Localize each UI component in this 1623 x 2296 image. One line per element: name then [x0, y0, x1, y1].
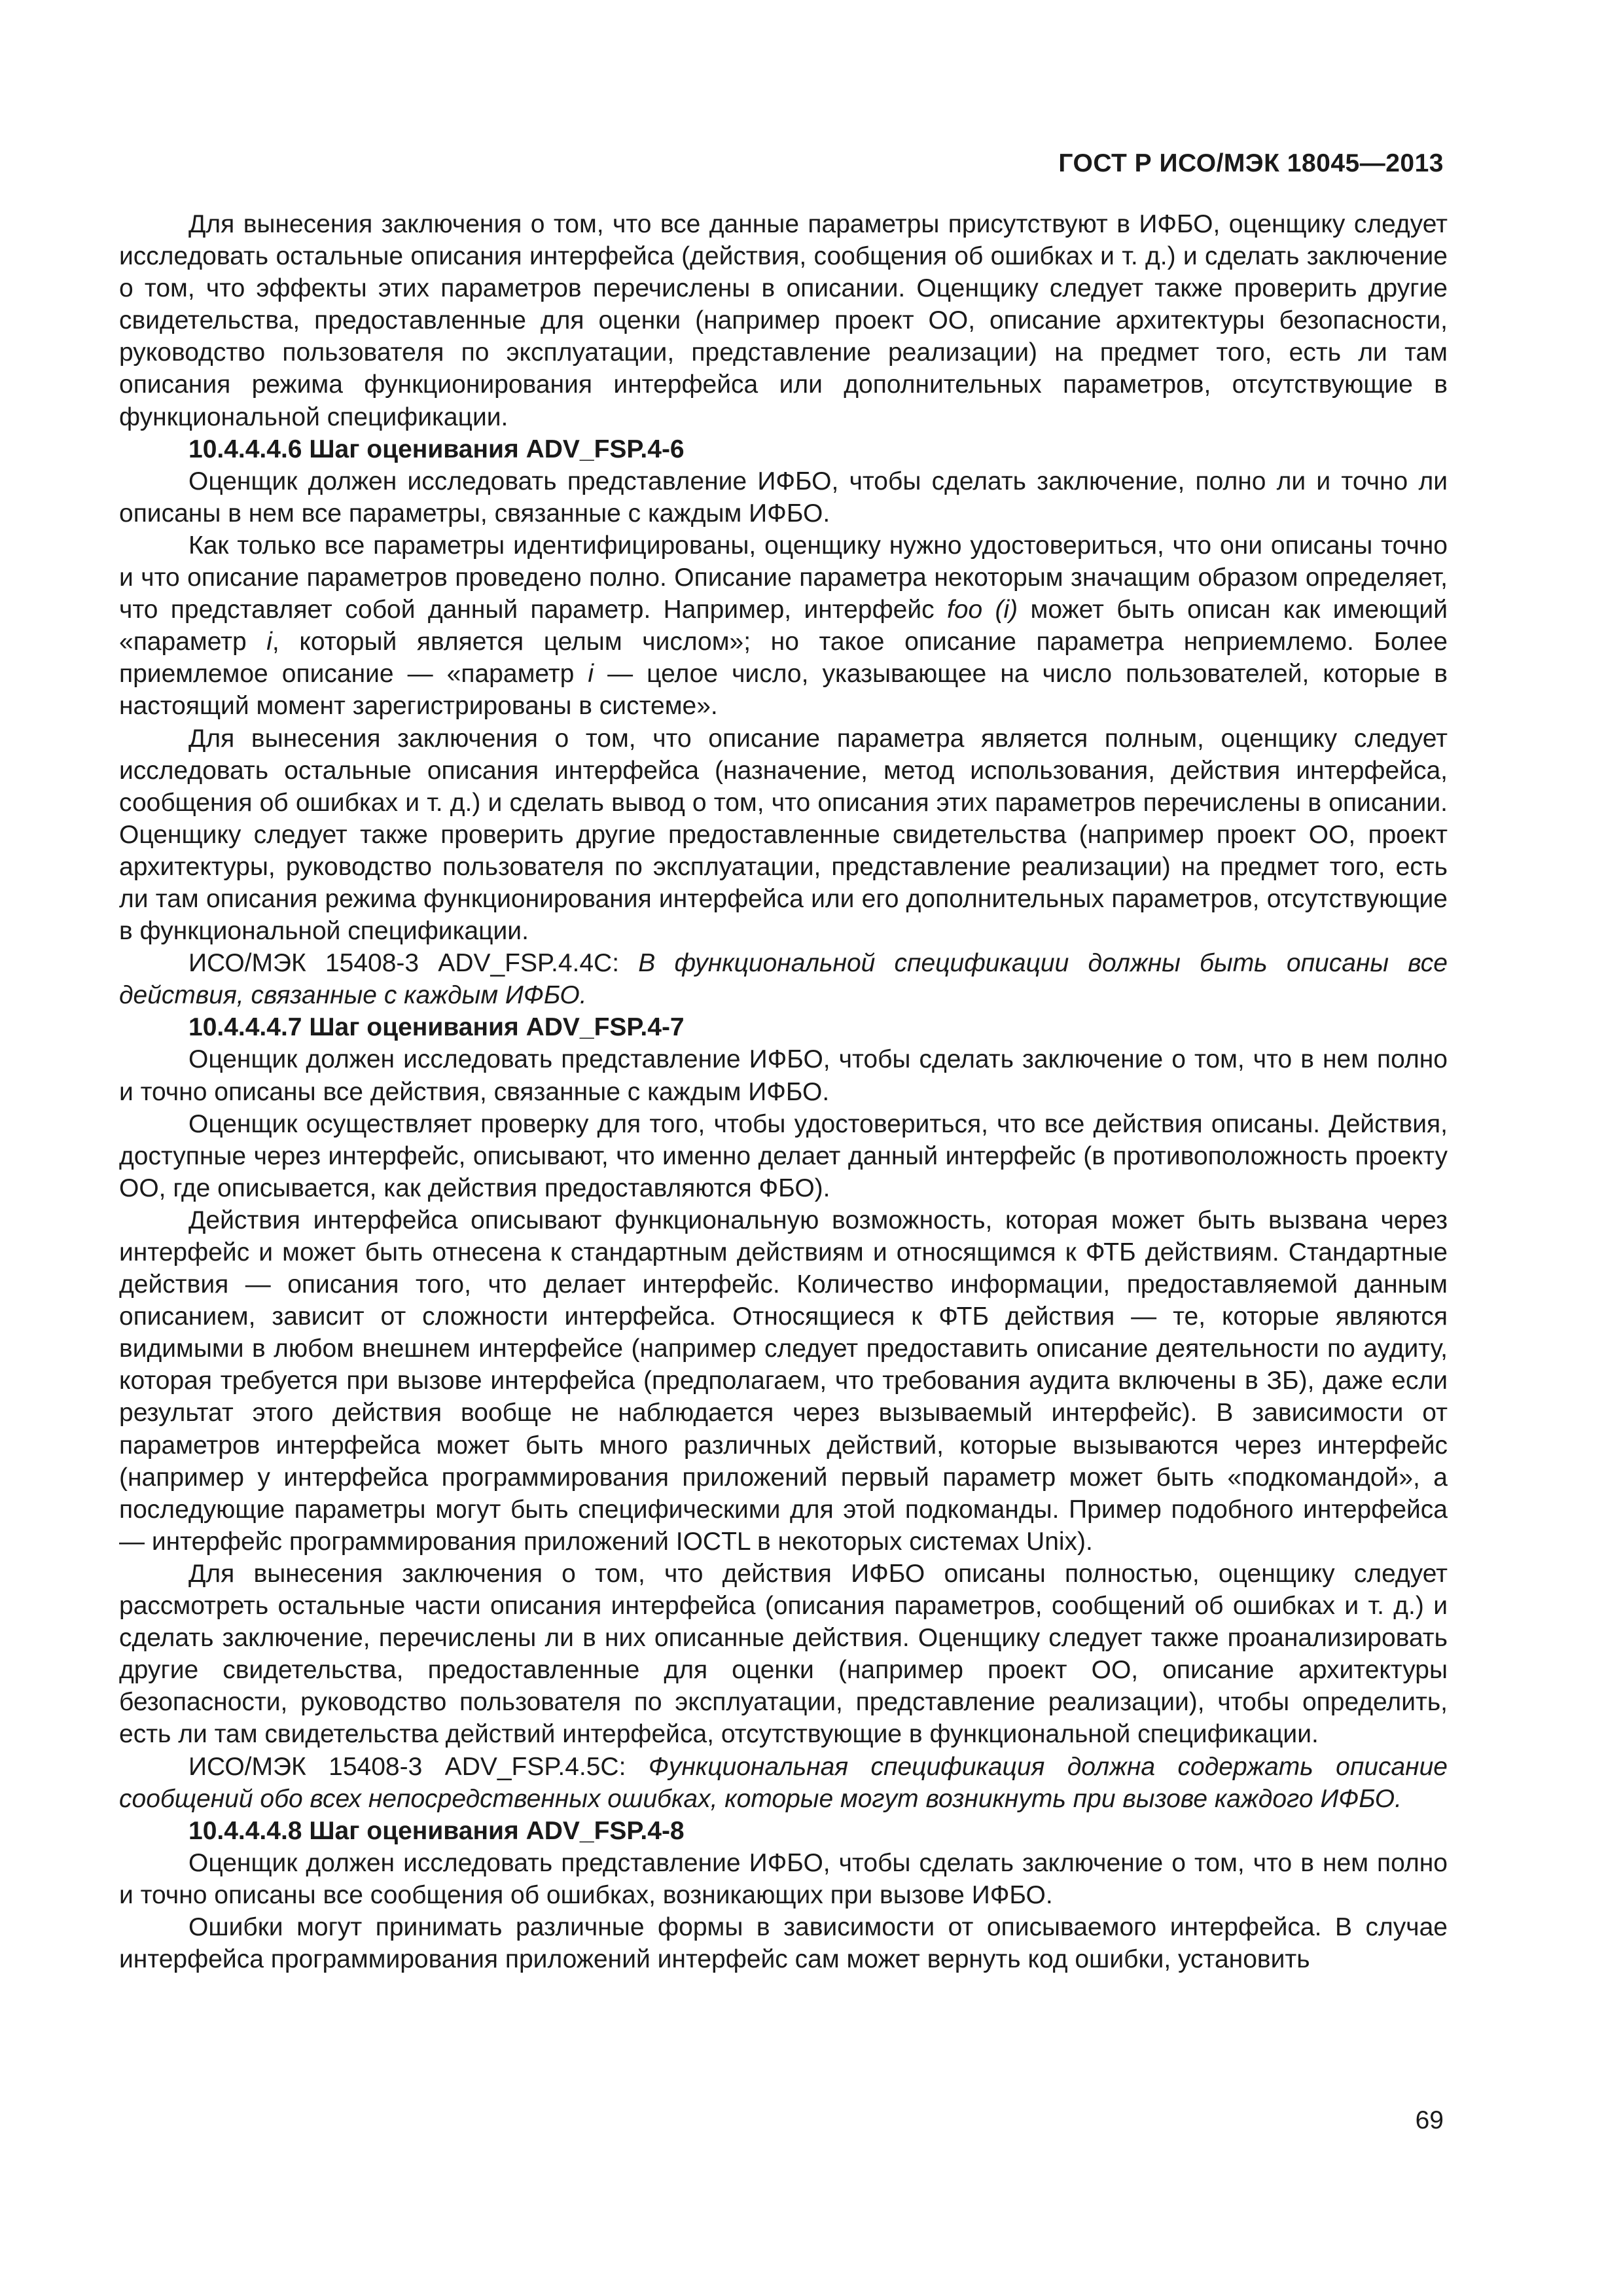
paragraph: Для вынесения заключения о том, что описание параметра является полным, оценщику следует исследовать остальные описания интерфейса (назначение, метод использования, действия интерфейса, сообщения об ошибках и т. д.) и сделать вывод о том, что описания этих параметров перечислены в описании. Оценщику следует также проверить другие предоставленные свидетельства (например проект ОО, проект архитектуры, руководство пользователя по эксплуатации, представление реализации) на предмет того, есть ли там описания режима функционирования интерфейса или его дополнительных параметров, отсутствующие в функциональной спецификации.	[119, 724, 1448, 946]
requirement-reference: ИСО/МЭК 15408-3 ADV_FSP.4.4C:	[188, 949, 639, 978]
section-heading: 10.4.4.4.6 Шаг оценивания ADV_FSP.4-6	[188, 435, 685, 463]
italic-text-run: i	[266, 628, 272, 656]
requirement-text: В функциональной спецификации должны быть описаны все действия, связанные с каждым ИФБО.	[119, 949, 1448, 1010]
paragraph: Для вынесения заключения о том, что все данные параметры присутствуют в ИФБО, оценщику следует исследовать остальные описания интерфейса (действия, сообщения об ошибках и т. д.) и сделать заключение о том, что эффекты этих параметров перечислены в описании. Оценщику следует также проверить другие свидетельства, предоставленные для оценки (например проект ОО, описание архитектуры безопасности, руководство пользователя по эксплуатации, представление реализации) на предмет того, есть ли там описания режима функционирования интерфейса или дополнительных параметров, отсутствующие в функциональной спецификации.	[119, 210, 1448, 431]
italic-text-run: foo (i)	[946, 596, 1018, 624]
document-header: ГОСТ Р ИСО/МЭК 18045—2013	[1058, 149, 1444, 177]
requirement-text: Функциональная спецификация должна содержать описание сообщений обо всех непосредственных ошибках, которые могут возникнуть при вызове каждого ИФБО.	[119, 1752, 1448, 1813]
page-number: 69	[1415, 2106, 1444, 2134]
requirement-paragraph	[119, 1751, 1448, 1815]
paragraph: Оценщик осуществляет проверку для того, чтобы удостовериться, что все действия описаны. Действия, доступные через интерфейс, описывают, что именно делает данный интерфейс (в противоположность проекту ОО, где описывается, как действия предоставляются ФБО).	[119, 1109, 1448, 1202]
text-run: — целое число, указывающее на число пользователей, которые в настоящий момент зарегистрированы в системе».	[119, 660, 1448, 721]
paragraph: Оценщик должен исследовать представление ИФБО, чтобы сделать заключение о том, что в нем полно и точно описаны все сообщения об ошибках, возникающих при вызове ИФБО.	[119, 1848, 1448, 1909]
italic-text-run: i	[588, 660, 594, 689]
text-run: Как только все параметры идентифицированы, оценщику нужно удостовериться, что они описаны точно и что описание параметров проведено полно. Описание параметра некоторым значащим образом определяет, что представляет собой данный параметр. Например, интерфейс	[119, 531, 1448, 624]
requirement-paragraph	[119, 947, 1448, 1011]
paragraph: Для вынесения заключения о том, что действия ИФБО описаны полностью, оценщику следует рассмотреть остальные части описания интерфейса (описания параметров, сообщений об ошибках и т. д.) и сделать заключение, перечислены ли в них описанные действия. Оценщику следует также проанализировать другие свидетельства, предоставленные для оценки (например проект ОО, описание архитектуры безопасности, руководство пользователя по эксплуатации, представление реализации), чтобы определить, есть ли там свидетельства действий интерфейса, отсутствующие в функциональной спецификации.	[119, 1559, 1448, 1749]
paragraph	[119, 529, 1448, 723]
section-heading: 10.4.4.4.8 Шаг оценивания ADV_FSP.4-8	[188, 1816, 685, 1845]
paragraph: Оценщик должен исследовать представление ИФБО, чтобы сделать заключение, полно ли и точно ли описаны в нем все параметры, связанные с каждым ИФБО.	[119, 467, 1448, 528]
section-heading: 10.4.4.4.7 Шаг оценивания ADV_FSP.4-7	[188, 1013, 685, 1042]
paragraph: Ошибки могут принимать различные формы в зависимости от описываемого интерфейса. В случае интерфейса программирования приложений интерфейс сам может вернуть код ошибки, установить	[119, 1912, 1448, 1974]
paragraph: Оценщик должен исследовать представление ИФБО, чтобы сделать заключение о том, что в нем полно и точно описаны все действия, связанные с каждым ИФБО.	[119, 1045, 1448, 1106]
text-run: может быть описан как имеющий «параметр	[119, 596, 1448, 656]
paragraph: Действия интерфейса описывают функциональную возможность, которая может быть вызвана через интерфейс и может быть отнесена к стандартным действиям и относящимся к ФТБ действиям. Стандартные действия — описания того, что делает интерфейс. Количество информации, предоставляемой данным описанием, зависит от сложности интерфейса. Относящиеся к ФТБ действия — те, которые являются видимыми в любом внешнем интерфейсе (например следует предоставить описание деятельности по аудиту, которая требуется при вызове интерфейса (предполагаем, что требования аудита включены в ЗБ), даже если результат этого действия вообще не наблюдается через вызываемый интерфейс). В зависимости от параметров интерфейса может быть много различных действий, которые вызываются через интерфейс (например у интерфейса программирования приложений первый параметр может быть «подкомандой», а последующие параметры могут быть специфическими для этой подкоманды. Пример подобного интерфейса — интерфейс программирования приложений IOCTL в некоторых системах Unix).	[119, 1206, 1448, 1556]
requirement-reference: ИСО/МЭК 15408-3 ADV_FSP.4.5C:	[188, 1752, 649, 1781]
text-run: , который является целым числом»; но такое описание параметра неприемлемо. Более приемлемое описание — «параметр	[119, 628, 1448, 689]
document-body	[119, 208, 1448, 1975]
